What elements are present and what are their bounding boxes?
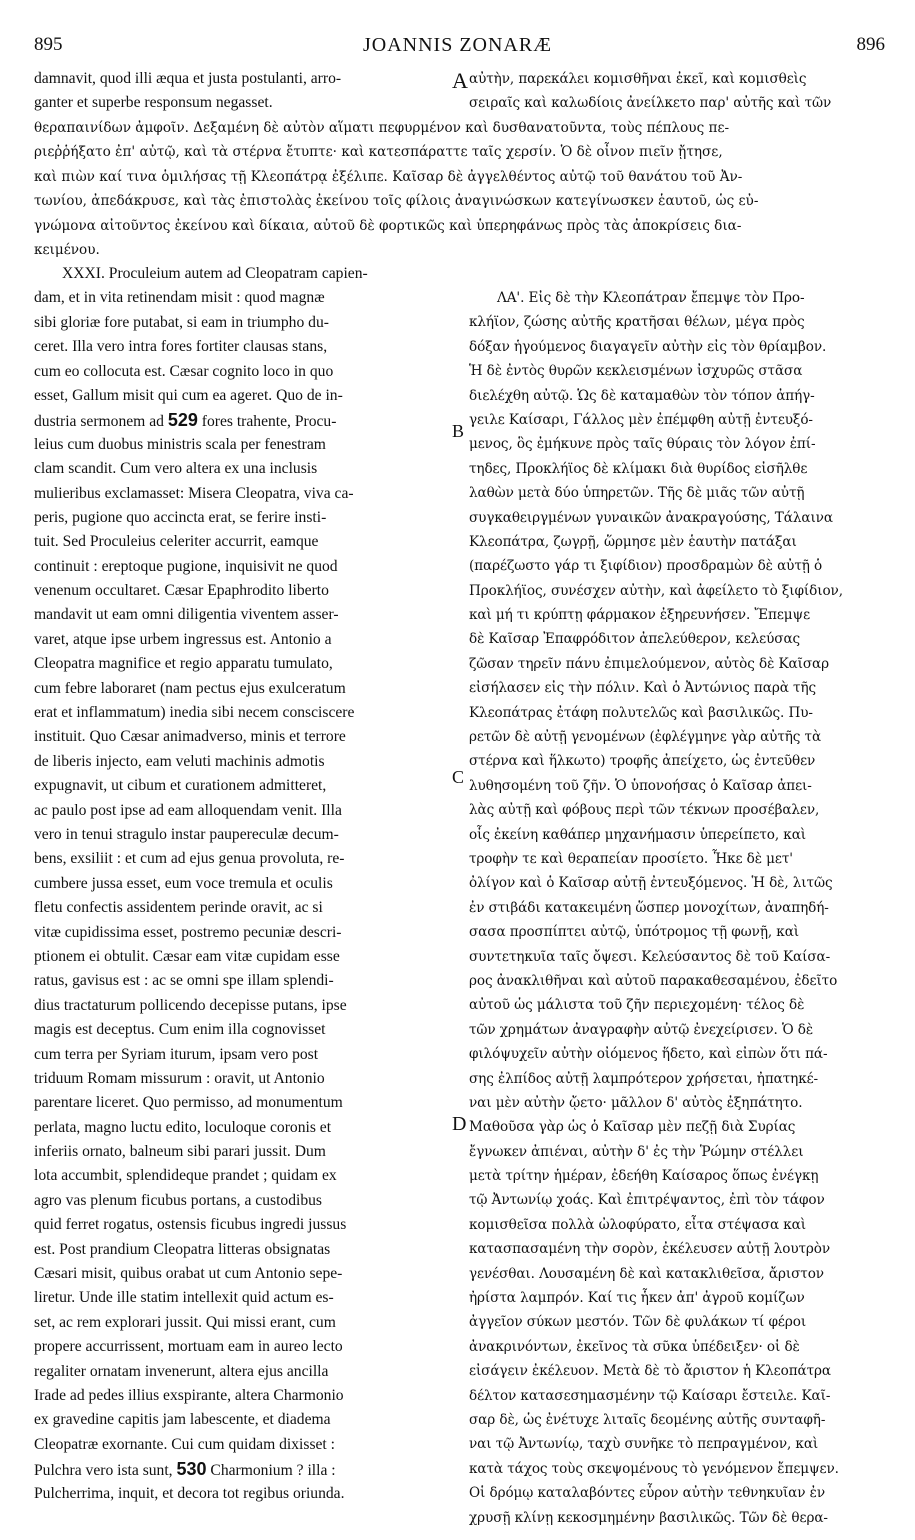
latin-text-line: dustria sermonem ad 529 fores trahente, Procu- — [34, 410, 337, 431]
latin-column-main — [34, 262, 449, 1506]
section-marker-c: C — [452, 767, 465, 787]
greek-text-line: αὐτὴν, παρεκάλει κομισθῆναι ἐκεῖ, καὶ κομισθεὶς — [469, 71, 807, 87]
latin-text-line: sibi gloriæ fore putabat, si eam in triumpho du- — [34, 313, 329, 331]
greek-text-line: δόξαν ἡγούμενος διαγαγεῖν αὐτὴν εἰς τὸν θρίαμβον. — [469, 338, 827, 355]
latin-text-line: ac paulo post ipse ad eam alloquendam venit. Illa — [34, 801, 342, 819]
greek-text-line: Προκλήϊος, συνέσχεν αὐτὴν, καὶ ἀφείλετο τὸ ξιφίδιον, — [469, 582, 843, 599]
latin-text-line: Pulchra vero ista sunt, 530 Charmonium ? illa : — [34, 1459, 336, 1480]
greek-text-line: κομισθεῖσα πολλὰ ὠλοφύρατο, εἶτα στέψασα καὶ — [469, 1216, 806, 1233]
latin-text-line: quid ferret rogatus, ostensis ficubus ingredi jussus — [34, 1216, 347, 1234]
greek-text-line: ναι μὲν αὐτὴν ᾤετο· μᾶλλον δ' αὐτὸς ἐξηπάτητο. — [469, 1094, 803, 1111]
greek-text-line: σαρ δὲ, ὡς ἐνέτυχε λιταῖς δεομένης αὐτῆς συνταφῆ- — [469, 1411, 826, 1428]
greek-text-line: ρετῶν δὲ αὐτῇ γενομένων (ἐφλέγμηνε γὰρ αὐτῆς τὰ — [469, 729, 822, 746]
greek-text-line: Κλεοπάτρας ἐτάφη πολυτελῶς καὶ βασιλικῶς. Πυ- — [469, 704, 813, 721]
greek-text-line: δὲ Καῖσαρ Ἐπαφρόδιτον ἀπελεύθερον, κελεύσας — [469, 631, 801, 648]
latin-text-line: de liberis injecto, eam veluti machinis admotis — [34, 752, 325, 770]
greek-text-line: συντετηκυῖα ταῖς ὄψεσι. Κελεύσαντος δὲ τοῦ Καίσα- — [469, 948, 831, 965]
latin-text-line: ceret. Illa vero intra fores fortiter clausas stans, — [34, 338, 328, 356]
greek-text-line: σασα προσπίπτει αὐτῷ, ὑπότρομος τῇ φωνῇ, καὶ — [469, 924, 800, 941]
latin-text-line: XXXI. Proculeium autem ad Cleopatram capien- — [62, 265, 368, 282]
latin-text-line: lota accumbit, splendideque prandet ; quidam ex — [34, 1167, 337, 1185]
latin-text-line: erat et inflammatum) inedia sibi necem consciscere — [34, 704, 355, 722]
latin-text-line: tuit. Sed Proculeius celeriter accurrit, eamque — [34, 533, 319, 551]
greek-text-line: εἰσήλασεν εἰς τὴν πόλιν. Καὶ ὁ Ἀντώνιος παρὰ τῆς — [469, 680, 816, 697]
page-header — [0, 34, 915, 64]
latin-column-top — [34, 67, 449, 116]
latin-text-line: ex gravedine capitis jam labescente, et diadema — [34, 1411, 331, 1429]
latin-text-line: esset, Gallum misit qui cum ea ageret. Quo de in- — [34, 386, 343, 404]
latin-text-line: inferiis ornato, balneum sibi parari jussit. Dum — [34, 1143, 326, 1161]
latin-text-line: magis est deceptus. Cum enim illa cognovisset — [34, 1021, 326, 1039]
latin-text-line: dius tractaturum pollicendo decepisse putans, ipse — [34, 996, 347, 1014]
greek-text-line: τῷ Ἀντωνίῳ χοάς. Καὶ ἐπιτρέψαντος, ἐπὶ τὸν τάφον — [469, 1192, 825, 1209]
latin-text-line: damnavit, quod illi æqua et justa postulanti, arro- — [34, 70, 342, 87]
greek-text-line: γειλε Καίσαρι, Γάλλος μὲν ἐπέμφθη αὐτῇ ἐντευξό- — [469, 411, 813, 428]
greek-text-line: ἀγγεῖον σύκων μεστόν. Τῶν δὲ φυλάκων τί φέροι — [469, 1314, 807, 1331]
latin-text-line: liretur. Unde ille statim intellexit quid actum es- — [34, 1289, 334, 1307]
latin-text-line: venenum occultaret. Cæsar Epaphrodito liberto — [34, 582, 329, 600]
greek-text-line: ὀλίγον καὶ ὁ Καῖσαρ αὐτῇ ἐντευξόμενος. Ἡ δὲ, λιτῶς — [469, 875, 833, 892]
running-title: JOANNIS ZONARÆ — [362, 34, 552, 56]
greek-text-line: αὐτοῦ ὡς μάλιστα τοῦ ζῆν περιεχομένη· τέλος δὲ — [469, 997, 805, 1014]
greek-text-line: στέρνα καὶ ἥλκωτο) τροφῆς ἀπείχετο, ὡς ἐντεῦθεν — [469, 753, 816, 770]
section-marker-d: D — [452, 1113, 467, 1135]
greek-text-line: ἔγνωκεν ἀπιέναι, αὐτὴν δ' ἐς τὴν Ῥώμην στέλλει — [469, 1143, 804, 1160]
greek-text-line: τῶν χρημάτων ἀναγραφὴν αὐτῷ ἐνεχείρισεν. Ὁ δὲ — [469, 1021, 814, 1038]
section-marker-a: A — [452, 68, 468, 93]
greek-text-line: συγκαθειργμένων γυναικῶν ἀνακραγούσης, Τάλαινα — [469, 509, 833, 526]
greek-text-line: χρυσῇ κλίνῃ κεκοσμημένην βασιλικῶς. Τῶν δὲ θερα- — [469, 1509, 828, 1526]
latin-text-line: ptionem ei obtulit. Cæsar eam vitæ cupidam esse — [34, 947, 340, 965]
section-marker-b: B — [452, 421, 465, 441]
greek-text-line: δέλτον κατασεσημασμένην τῷ Καίσαρι ἔστειλε. Καῖ- — [469, 1387, 831, 1404]
greek-text-line: καὶ πιὼν καί τινα ὁμιλήσας τῇ Κλεοπάτρᾳ ἐξέλιπε. Καῖσαρ δὲ ἀγγελθέντος αὐτῷ τοῦ θανάτου τοῦ Ἀν- — [34, 168, 743, 185]
greek-text-line: φιλόψυχεῖν αὐτὴν οἰόμενος ἥδετο, καὶ εἰπὼν ὅτι πά- — [469, 1046, 828, 1063]
column-number: 529 — [167, 410, 198, 431]
greek-text-line: (παρέζωστο γάρ τι ξιφίδιον) προσδραμὼν δὲ αὐτῇ ὁ — [469, 558, 823, 575]
latin-text-line: dam, et in vita retinendam misit : quod magnæ — [34, 289, 325, 307]
latin-text-line: cum terra per Syriam iturum, ipsam vero post — [34, 1045, 319, 1063]
greek-text-line: ζῶσαν τηρεῖν πάνυ ἐπιμελούμενον, αὐτὸς δὲ Καῖσαρ — [469, 655, 830, 672]
latin-text-line: bens, exsiliit : et cum ad ejus genua provoluta, re- — [34, 850, 345, 868]
latin-text-line: Cleopatræ exornante. Cui cum quidam dixisset : — [34, 1435, 335, 1453]
latin-text-line: regaliter ornatam invenerunt, altera ejus ancilla — [34, 1362, 329, 1380]
latin-text-line: vitæ cupidissima esset, postremo pecuniæ descri- — [34, 923, 342, 941]
greek-text-line: ναι τῷ Ἀντωνίῳ, ταχὺ συνῆκε τὸ πεπραγμένον, καὶ — [469, 1436, 819, 1453]
latin-text-line: triduum Romam missurum : oravit, ut Antonio — [34, 1069, 325, 1087]
latin-text-line: expugnavit, ut cibum et curationem admitteret, — [34, 777, 327, 795]
latin-text-line: perlata, magno luctu edito, loculoque coronis et — [34, 1118, 332, 1136]
greek-text-line: καὶ μή τι κρύπτῃ φάρμακον ἐξηρευνήσεν. Ἔπεμψε — [469, 607, 811, 624]
greek-text-line: μενος, ὃς ἐμήκυνε πρὸς ταῖς θύραις τὸν λόγον ἐπί- — [469, 436, 816, 453]
greek-column-top — [469, 67, 882, 116]
latin-text-line: agro vas plenum ficubus portans, a custodibus — [34, 1191, 322, 1209]
page-number-right: 896 — [856, 34, 885, 55]
greek-text-line: κειμένου. — [34, 241, 100, 258]
column-number: 530 — [176, 1459, 207, 1480]
greek-text-line: εἰσάγειν ἐκέλευον. Μετὰ δὲ τὸ ἄριστον ἡ Κλεοπάτρα — [469, 1363, 832, 1380]
latin-text-line: Cæsari misit, quibus orabat ut cum Antonio sepe- — [34, 1265, 343, 1283]
latin-text-line: set, ac rem explorari jussit. Qui missi erant, cum — [34, 1313, 336, 1331]
greek-text-line: διελέχθη αὐτῷ. Ὡς δὲ καταμαθὼν τὸν τόπον ἀπήγ- — [469, 387, 815, 404]
greek-text-line: θεραπαινίδων ἀμφοῖν. Δεξαμένη δὲ αὐτὸν αἵματι πεφυρμένον καὶ δυσθανατοῦντα, τοὺς πέπλους πε- — [34, 120, 730, 136]
latin-text-line: varet, atque ipse urbem ingressus est. Antonio a — [34, 630, 332, 648]
greek-text-line: κατὰ τάχος τοὺς σκεψομένους τὸ γενόμενον ἔπεμψεν. — [469, 1460, 839, 1477]
latin-text-line: continuit : ereptoque pugione, inquisivit ne quod — [34, 557, 338, 575]
greek-wide-block — [34, 116, 882, 262]
latin-text-line: ganter et superbe responsum negasset. — [34, 94, 273, 112]
greek-text-line: σειραῖς καὶ καλωδίοις ἀνείλκετο παρ' αὐτῆς καὶ τῶν — [469, 95, 832, 112]
greek-text-line: σης ἐλπίδος αὐτῇ λαμπρότερον χρήσεται, ἠπατηκέ- — [469, 1070, 819, 1087]
greek-text-line: τροφὴν τε καὶ θεραπείαν προσίετο. Ἧκε δὲ μετ' — [469, 850, 793, 867]
greek-text-line: λαθὼν μετὰ δύο ὑπηρετῶν. Τῆς δὲ μιᾶς τῶν αὐτῇ — [469, 485, 805, 502]
greek-text-line: ἐν στιβάδι κατακειμένη ὥσπερ μονοχίτων, ἀναπηδή- — [469, 899, 829, 916]
latin-text-line: cumbere jussa esset, eum voce tremula et oculis — [34, 874, 333, 892]
greek-text-line: κατασπασαμένη τὴν σορὸν, ἐκέλευσεν αὐτῇ λουτρὸν — [469, 1241, 831, 1258]
latin-text-line: parentare liceret. Quo permisso, ad monumentum — [34, 1094, 343, 1112]
latin-text-line: cum eo collocuta est. Cæsar cognito loco in quo — [34, 362, 334, 380]
greek-text-line: ριεῤῥήξατο ἐπ' αὐτῷ, καὶ τὰ στέρνα ἔτυπτε· καὶ κατεσπάραττε ταῖς χερσίν. Ὁ δὲ οἶνον πιεῖν ᾔτησε, — [34, 144, 723, 161]
latin-text-line: propere accurrissent, mortuam eam in aureo lecto — [34, 1338, 343, 1356]
greek-text-line: λυθησομένη τοῦ ζῆν. Ὁ ὑπονοήσας ὁ Καῖσαρ ἀπει- — [469, 777, 812, 794]
greek-text-line: οἷς ἐκείνη καθάπερ μηχανήμασιν ὑπερείπετο, καὶ — [469, 826, 807, 843]
page-number-left: 895 — [34, 34, 63, 55]
latin-text-line: cum febre laboraret (nam pectus ejus exulceratum — [34, 679, 346, 697]
greek-text-line: Ἡ δὲ ἐντὸς θυρῶν κεκλεισμένων ἰσχυρῶς στᾶσα — [469, 363, 803, 380]
greek-text-line: ἠρίστα λαμπρόν. Καί τις ἧκεν ἀπ' ἀγροῦ κομίζων — [469, 1290, 805, 1307]
greek-text-line: ΛΑ'. Εἰς δὲ τὴν Κλεοπάτραν ἔπεμψε τὸν Προ- — [497, 290, 805, 306]
greek-text-line: Οἱ δρόμῳ καταλαβόντες εὗρον αὐτὴν τεθνηκυῖαν ἐν — [469, 1485, 825, 1502]
greek-column-main — [469, 286, 882, 1530]
greek-text-line: τωνίου, ἀπεδάκρυσε, καὶ τὰς ἐπιστολὰς ἐκείνου τοῖς φίλοις ἀναγινώσκων κατεγίνωσκεν ἑαυτοῦ, ὡς εὐ- — [34, 193, 759, 210]
latin-text-line: est. Post prandium Cleopatra litteras obsignatas — [34, 1240, 331, 1258]
greek-text-line: τηδες, Προκλήϊος δὲ κλίμακι διὰ θυρίδος εἰσῆλθε — [469, 460, 808, 477]
greek-text-line: Μαθοῦσα γὰρ ὡς ὁ Καῖσαρ μὲν πεζῇ διὰ Συρίας — [469, 1119, 796, 1136]
latin-text-line: peris, pugione quo accincta erat, se ferire insti- — [34, 508, 327, 526]
latin-text-line: leius cum duobus ministris scala per fenestram — [34, 435, 326, 453]
greek-text-line: γνώμονα αἰτοῦντος ἐκείνου καὶ δίκαια, αὐτοῦ δὲ φορτικῶς καὶ ὑπερηφάνως πρὸς τὰς ἀποκρίσεις δια- — [34, 217, 742, 234]
greek-text-line: ρος ἀνακλιθῆναι καὶ αὐτοῦ παρακαθεσαμένου, ἐδεῖτο — [469, 972, 838, 989]
greek-text-line: ἀνακρινόντων, ἐκεῖνος τὰ σῦκα ὑπέδειξεν· οἱ δὲ — [469, 1338, 800, 1355]
greek-text-line: λὰς αὐτῇ καὶ φόβους περὶ τῶν τέκνων προσέβαλεν, — [469, 802, 820, 819]
latin-text-line: fletu confectis assidentem perinde oravit, ac si — [34, 899, 323, 917]
latin-text-line: clam scandit. Cum vero altera ex una inclusis — [34, 460, 318, 478]
greek-text-line: γενέσθαι. Λουσαμένη δὲ καὶ κατακλιθεῖσα, ἄριστον — [469, 1265, 824, 1282]
greek-text-line: μετὰ τρίτην ἡμέραν, ἐδεήθη Καίσαρος ὅπως ἐνέγκῃ — [469, 1168, 819, 1185]
latin-text-line: Pulcherrima, inquit, et decora tot regibus oriunda. — [34, 1484, 345, 1502]
latin-text-line: Irade ad pedes illius exspirante, altera Charmonio — [34, 1386, 344, 1404]
greek-text-line: κλήϊον, ζώσης αὐτῆς κρατῆσαι θέλων, μέγα πρὸς — [469, 314, 805, 331]
latin-text-line: mandavit ut eam omni diligentia viventem asser- — [34, 606, 339, 624]
latin-text-line: instituit. Quo Cæsar animadverso, minis et terrore — [34, 728, 346, 746]
latin-text-line: mulieribus exclamasset: Misera Cleopatra, viva ca- — [34, 484, 354, 502]
latin-text-line: ratus, gavisus est : ac se omni spe illam splendi- — [34, 972, 334, 990]
latin-text-line: Cleopatra magnifice et regio apparatu tumulato, — [34, 655, 333, 673]
latin-text-line: vero in tenui stragulo instar paupereculæ decum- — [34, 825, 339, 843]
greek-text-line: Κλεοπάτρα, ζωγρῇ, ὥρμησε μὲν ἑαυτὴν πατάξαι — [469, 533, 797, 550]
